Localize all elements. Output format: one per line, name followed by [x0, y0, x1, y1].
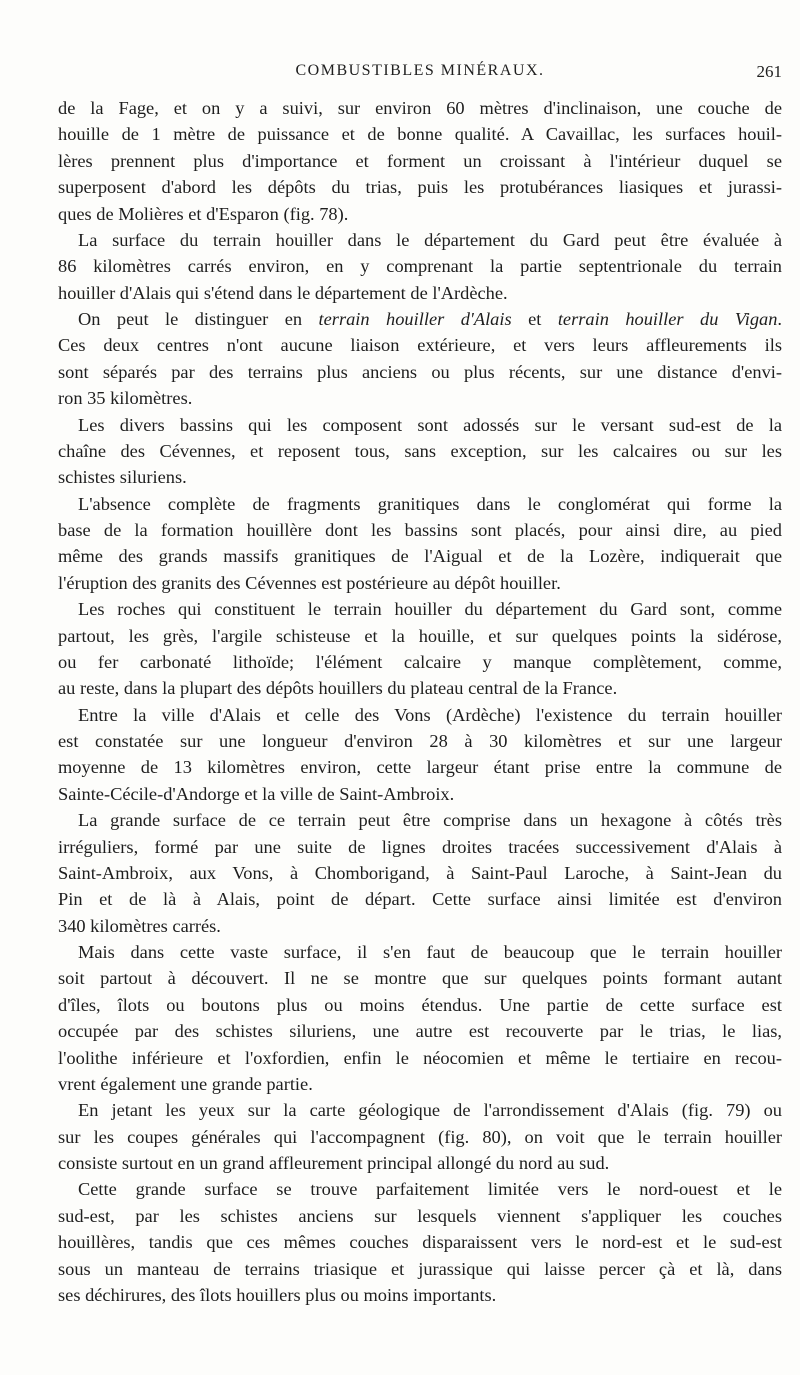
text-line: lères prennent plus d'importance et forment un croissant à l'intérieur duquel se: [58, 150, 782, 171]
text-line: houille de 1 mètre de puissance et de bonne qualité. A Cavaillac, les surfaces houil-: [58, 124, 782, 145]
text-line: Cette grande surface se trouve parfaitement limitée vers le nord-ouest et le: [78, 1179, 782, 1200]
text-line: Les divers bassins qui les composent sont adossés sur le versant sud-est de la: [78, 414, 782, 435]
paragraph: [58, 95, 782, 227]
text-line: L'absence complète de fragments granitiques dans le conglomérat qui forme la: [78, 493, 782, 514]
text-line: 340 kilomètres carrés.: [58, 915, 221, 936]
text-line: ques de Molières et d'Esparon (fig. 78).: [58, 203, 349, 224]
paragraph: [58, 227, 782, 306]
text-line: l'éruption des granits des Cévennes est postérieure au dépôt houiller.: [58, 572, 561, 593]
text-line: irréguliers, formé par une suite de lignes droites tracées successivement d'Alais à: [58, 836, 782, 857]
text-line: ron 35 kilomètres.: [58, 388, 193, 409]
text-line: sud-est, par les schistes anciens sur lesquels viennent s'appliquer les couches: [58, 1205, 782, 1226]
text-line: est constatée sur une longueur d'environ 28 à 30 kilomètres et sur une largeur: [58, 731, 782, 751]
text-segment: .: [777, 309, 783, 329]
text-line: soit partout à découvert. Il ne se montre que sur quelques points formant autant: [58, 968, 782, 989]
text-line: consiste surtout en un grand affleurement principal allongé du nord au sud.: [58, 1153, 610, 1173]
text-line: houillères, tandis que ces mêmes couches disparaissent vers le nord-est et le sud-est: [58, 1232, 782, 1253]
paragraph: [58, 491, 782, 597]
text-line: houiller d'Alais qui s'étend dans le département de l'Ardèche.: [58, 282, 508, 303]
text-segment: et: [511, 309, 558, 329]
paragraph: [58, 702, 782, 808]
italic-term: terrain houiller du Vigan: [557, 309, 778, 329]
text-line: de la Fage, et on y a suivi, sur environ 60 mètres d'inclinaison, une couche de: [58, 98, 782, 118]
text-line: sur les coupes générales qui l'accompagnent (fig. 80), on voit que le terrain houiller: [58, 1126, 782, 1147]
text-line: ses déchirures, des îlots houillers plus ou moins importants.: [58, 1284, 497, 1305]
text-line: sous un manteau de terrains triasique et jurassique qui laisse percer çà et là, dans: [58, 1258, 782, 1279]
text-line: Sainte-Cécile-d'Andorge et la ville de Saint-Ambroix.: [58, 783, 455, 804]
text-line: même des grands massifs granitiques de l'Aigual et de la Lozère, indiquerait que: [58, 546, 782, 567]
body-text: [58, 95, 782, 1308]
paragraph: [58, 412, 782, 491]
paragraph: [58, 939, 782, 1097]
paragraph: [58, 596, 782, 702]
paragraph: [58, 306, 782, 412]
running-head: [58, 62, 782, 86]
text-line: Saint-Ambroix, aux Vons, à Chomborigand, à Saint-Paul Laroche, à Saint-Jean du: [58, 862, 782, 883]
text-line: d'îles, îlots ou boutons plus ou moins étendus. Une partie de cette surface est: [58, 994, 782, 1015]
text-line: partout, les grès, l'argile schisteuse et la houille, et sur quelques points la sidérose,: [58, 625, 782, 646]
paragraph: [58, 1176, 782, 1308]
text-line: base de la formation houillère dont les bassins sont placés, pour ainsi dire, au pied: [58, 520, 782, 540]
text-line: occupée par des schistes siluriens, une autre est recouverte par le trias, le lias,: [58, 1021, 782, 1042]
text-line: La grande surface de ce terrain peut être comprise dans un hexagone à côtés très: [78, 810, 782, 831]
text-line: l'oolithe inférieure et l'oxfordien, enfin le néocomien et même le tertiaire en recou-: [58, 1047, 782, 1068]
text-line: En jetant les yeux sur la carte géologique de l'arrondissement d'Alais (fig. 79) ou: [78, 1100, 782, 1121]
text-line-with-italics: [58, 306, 782, 332]
text-line: Ces deux centres n'ont aucune liaison extérieure, et vers leurs affleurements ils: [58, 335, 782, 356]
text-line: La surface du terrain houiller dans le département du Gard peut être évaluée à: [78, 229, 782, 250]
text-line: Entre la ville d'Alais et celle des Vons (Ardèche) l'existence du terrain houiller: [78, 704, 782, 725]
text-line: ou fer carbonaté lithoïde; l'élément calcaire y manque complètement, comme,: [58, 651, 782, 672]
text-line: schistes siluriens.: [58, 467, 187, 488]
text-line: 86 kilomètres carrés environ, en y comprenant la partie septentrionale du terrain: [58, 256, 782, 277]
text-segment: On peut le distinguer en: [78, 309, 319, 329]
page-number: 261: [756, 62, 782, 81]
paragraph: [58, 1097, 782, 1176]
text-line: vrent également une grande partie.: [58, 1073, 313, 1094]
text-line: Pin et de là à Alais, point de départ. Cette surface ainsi limitée est d'environ: [58, 889, 782, 910]
text-line: au reste, dans la plupart des dépôts houillers du plateau central de la France.: [58, 678, 618, 699]
text-line: chaîne des Cévennes, et reposent tous, sans exception, sur les calcaires ou sur les: [58, 440, 782, 461]
text-line: moyenne de 13 kilomètres environ, cette largeur étant prise entre la commune de: [58, 757, 782, 778]
text-line: Les roches qui constituent le terrain houiller du département du Gard sont, comme: [78, 599, 782, 620]
italic-term: terrain houiller d'Alais: [318, 309, 512, 329]
running-title: COMBUSTIBLES MINÉRAUX.: [295, 62, 545, 79]
text-line: superposent d'abord les dépôts du trias, puis les protubérances liasiques et jurassi-: [58, 177, 782, 198]
text-line: sont séparés par des terrains plus anciens ou plus récents, sur une distance d'envi-: [58, 361, 782, 382]
text-line: Mais dans cette vaste surface, il s'en faut de beaucoup que le terrain houiller: [78, 942, 782, 962]
paragraph: [58, 807, 782, 939]
